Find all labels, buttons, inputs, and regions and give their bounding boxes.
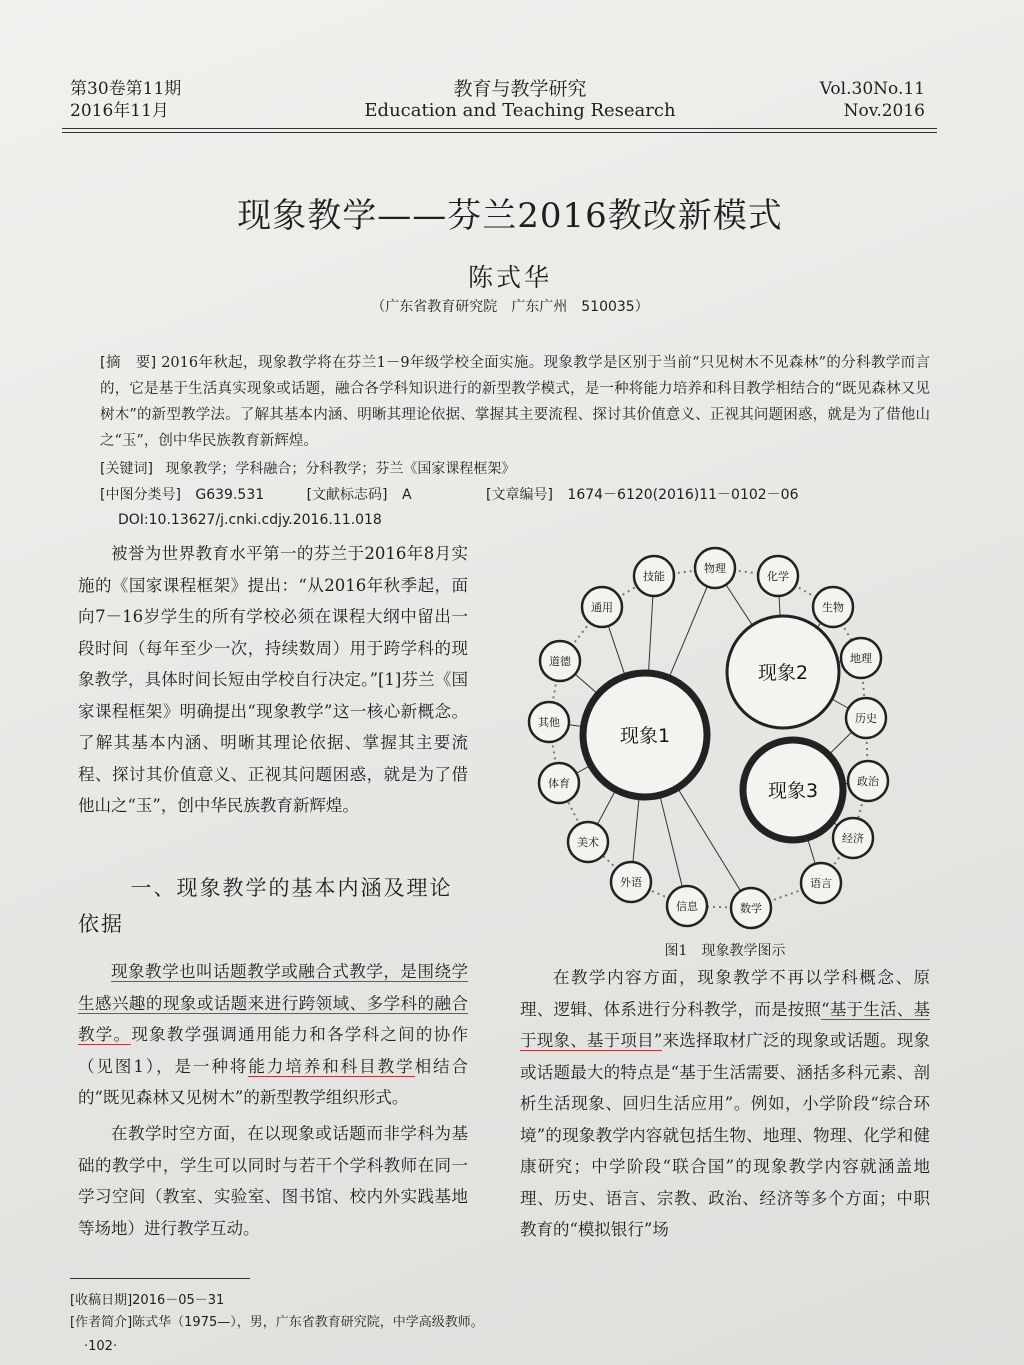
subject-label: 技能: [643, 570, 665, 583]
doi: DOI:10.13627/j.cnki.cdjy.2016.11.018: [118, 512, 382, 528]
abstract-text: 2016年秋起，现象教学将在芬兰1－9年级学校全面实施。现象教学是区别于当前“只见树木不见森林”的分科教学而言的，它是基于生活真实现象或话题，融合各学科知识进行的新型教学模式，是一种将能力培养和科目教学相结合的“既见森林又见树木”的新型教学法。了解其基本内涵、明晰其理论依据、掌握其主要流程、探讨其价值意义、正视其问题困惑，就是为了借他山之“玉”，创中华民族教育新辉煌。: [100, 355, 930, 449]
figure-caption: 图1 现象教学图示: [664, 943, 786, 959]
definition-text-a: 现象教学强调通用能力和各学科之间的协作（见图1），是一种将: [78, 1025, 469, 1076]
subject-label: 美术: [577, 836, 599, 849]
subject-label: 外语: [620, 876, 642, 889]
subject-label: 数学: [740, 902, 762, 915]
footnote-received: [70, 1290, 870, 1312]
header-date: 2016年11月: [70, 101, 169, 121]
definition-text-b: 相结合的“既见森林又见树木”的新型教学组织形式。: [78, 1056, 469, 1107]
header-rule-thin: [62, 132, 937, 133]
article-title: 现象教学——芬兰2016教改新模式: [237, 196, 783, 236]
article-number-label: [文章编号]: [486, 487, 553, 503]
underlined-ability: 能力培养和科目教学: [248, 1056, 415, 1076]
phenomenon-diagram: [515, 540, 935, 940]
subject-label: 生物: [822, 601, 844, 614]
page-number: ·102·: [84, 1339, 118, 1354]
hub-label: 现象2: [757, 662, 809, 684]
keywords-label: [关键词]: [100, 461, 153, 477]
underlined-basis: “基于生活、基于现象、基于项目”: [520, 999, 930, 1050]
footnote-author: [70, 1312, 870, 1334]
subject-label: 道德: [549, 655, 571, 668]
subject-label: 化学: [767, 570, 789, 583]
subject-label: 信息: [676, 900, 698, 913]
content-text-a: 在教学内容方面，现象教学不再以学科概念、原理、逻辑、体系进行分科教学，而是按照: [520, 968, 930, 1019]
content-text-b: 来选择取材广泛的现象或话题。现象或话题最大的特点是“基于生活需要、涵括多科元素、剖析生活现象、回归生活应用”。例如，小学阶段“综合环境”的现象教学内容就包括生物、地理、物理、化学和健康研究；中学阶段“联合国”的现象教学内容就涵盖地理、历史、语言、宗教、政治、经济等多个方面；中职教育的“模拟银行”场: [520, 1031, 931, 1239]
subject-label: 历史: [855, 712, 877, 725]
paragraph-content: [520, 962, 930, 1246]
doc-code-label: [文献标志码]: [306, 487, 388, 503]
received-date: 2016－05－31: [132, 1293, 225, 1308]
article-author: 陈式华: [467, 263, 552, 292]
diagram-hubs: [583, 616, 843, 840]
header-journal: [330, 78, 710, 122]
section-heading: 一、现象教学的基本内涵及理论依据: [78, 876, 453, 936]
header-volume-en: [790, 78, 925, 122]
article-number-value: 1674－6120(2016)11－0102－06: [567, 487, 799, 503]
header-volume-issue: 第30卷第11期: [70, 79, 182, 99]
subject-label: 经济: [842, 832, 864, 845]
author-bio: 陈式华（1975—），男，广东省教育研究院，中学高级教师。: [132, 1315, 484, 1330]
hub-label: 现象3: [767, 780, 819, 802]
header-volume-en-line1: Vol.30No.11: [819, 79, 925, 99]
article-affiliation: （广东省教育研究院 广东广州 510035）: [371, 299, 649, 315]
subject-label: 地理: [850, 652, 872, 665]
keywords: [100, 458, 930, 478]
keywords-text: 现象教学；学科融合；分科教学；芬兰《国家课程框架》: [165, 461, 516, 477]
footnote-rule: [70, 1278, 250, 1279]
subject-label: 政治: [857, 775, 879, 788]
paragraph-definition: [78, 956, 468, 1114]
subject-label: 通用: [591, 601, 613, 614]
abstract: [100, 350, 930, 454]
header-volume: [70, 78, 181, 122]
doc-code-value: A: [401, 487, 412, 503]
paragraph-time-space: 在教学时空方面，在以现象或话题而非学科为基础的教学中，学生可以同时与若干个学科教师在同一学习空间（教室、实验室、图书馆、校内外实践基地等场地）进行教学互动。: [78, 1124, 468, 1238]
journal-name-cn: 教育与教学研究: [453, 78, 587, 100]
subject-label: 语言: [810, 877, 832, 890]
subject-label: 体育: [548, 777, 570, 790]
subject-label: 物理: [704, 562, 726, 575]
header-rule: [62, 128, 937, 129]
journal-name-en: Education and Teaching Research: [364, 100, 676, 121]
underlined-definition: 现象教学也叫话题教学或融合式教学，是围绕学生感兴趣的现象或话题来进行跨领域、多学科的融合教学。: [78, 962, 468, 1044]
abstract-label: [摘 要]: [100, 355, 157, 371]
header-volume-en-line2: Nov.2016: [843, 101, 925, 121]
intro-paragraph: 被誉为世界教育水平第一的芬兰于2016年8月实施的《国家课程框架》提出：“从2016年秋季起，面向7－16岁学生的所有学校必须在课程大纲中留出一段时间（每年至少一次，持续数周）用于跨学科的现象教学，具体时间长短由学校自行决定。”[1]芬兰《国家课程框架》明确提出“现象教学”这一核心新概念。了解其基本内涵、明晰其理论依据、掌握其主要流程、探讨其价值意义、正视其问题困惑，就是为了借他山之“玉”，创中华民族教育新辉煌。: [78, 544, 468, 815]
author-bio-label: [作者简介]: [70, 1315, 133, 1330]
subject-label: 其他: [538, 716, 560, 729]
clc-value: G639.531: [195, 487, 265, 503]
classification-row: [100, 484, 930, 504]
clc-label: [中图分类号]: [100, 487, 181, 503]
received-label: [收稿日期]: [70, 1293, 133, 1308]
hub-label: 现象1: [619, 725, 671, 747]
